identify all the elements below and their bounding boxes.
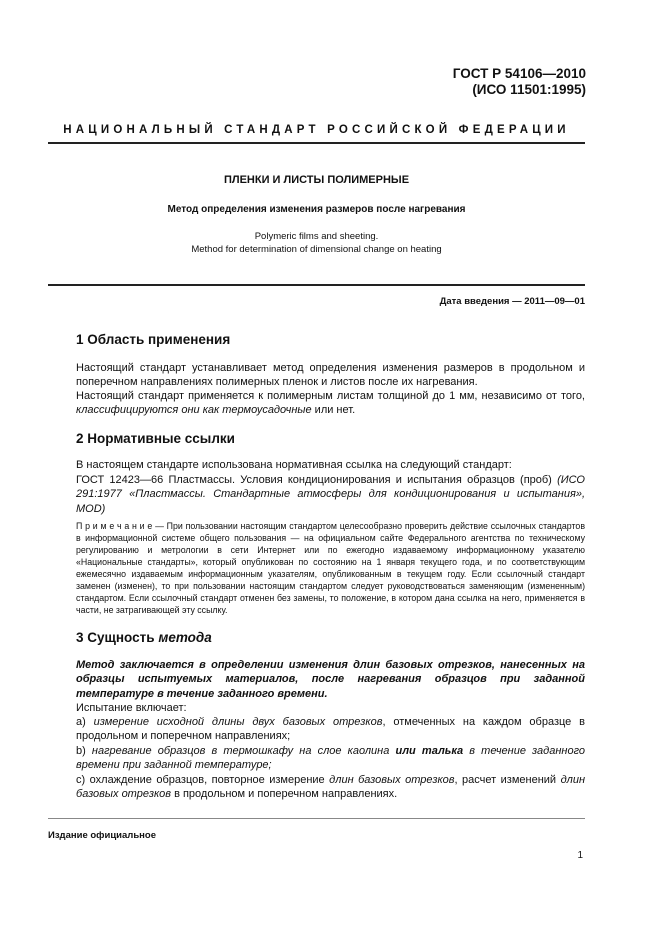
list-item-a — [76, 715, 585, 744]
section-3-heading-italic: метода — [158, 630, 212, 645]
list-item-c-end: в продольном и поперечном направлениях. — [174, 788, 398, 801]
list-item-b-bold: или талька — [395, 745, 464, 757]
list-item-b-label: b) — [76, 745, 86, 757]
section-2-paragraph-1: В настоящем стандарте использована нормативная ссылка на следующий стандарт: — [76, 459, 512, 471]
list-item-a-italic: измерение исходной длины двух базовых отрезков — [93, 716, 383, 728]
section-1-p2-start: Настоящий стандарт применяется к полимерным листам толщиной до 1 мм, независимо от того, — [76, 390, 585, 402]
page-number: 1 — [577, 850, 583, 861]
note-text: — При пользовании настоящим стандартом целесообразно проверить действие ссылочных стандартов в информационной системе общего пользования — на официальном сайте Федерального агентства по техническому регулированию и метрологии в сети Интернет или по ежегодно издаваемому информационному указателю «Национальные стандарты», который опубликован по состоянию на 1 января текущего года, и по соответствующим ежемесячно издаваемым информационным указателям, опубликованным в текущем году. Если ссылочный стандарт заменен (изменен), то при пользовании настоящим стандартом следует руководствоваться заменяющим (измененным) стандартом. Если ссылочный стандарт отменен без замены, то положение, в котором дана ссылка на него, применяется в части, не затрагивающей эту ссылку. — [76, 521, 585, 615]
list-item-c-label: с) — [76, 774, 86, 786]
section-1-p2-end: или нет. — [314, 404, 356, 417]
section-2-heading: 2 Нормативные ссылки — [76, 431, 235, 446]
english-title — [48, 230, 585, 256]
national-standard-banner: НАЦИОНАЛЬНЫЙ СТАНДАРТ РОССИЙСКОЙ ФЕДЕРАЦИИ — [63, 124, 570, 136]
document-code — [453, 66, 586, 98]
reference-gost: ГОСТ 12423—66 Пластмассы. Условия кондиционирования и испытания образцов (проб) — [76, 474, 552, 486]
title-rule — [48, 284, 585, 286]
footer-rule — [48, 818, 585, 819]
list-item-c — [76, 773, 585, 802]
note-label: П р и м е ч а н и е — [76, 521, 153, 531]
document-title: ПЛЕНКИ И ЛИСТЫ ПОЛИМЕРНЫЕ — [223, 174, 410, 186]
section-1-paragraph-2 — [76, 389, 585, 418]
section-1-paragraph-1 — [76, 361, 585, 390]
gost-number: ГОСТ Р 54106—2010 — [452, 66, 586, 81]
list-item-b-italic-1: нагревание образцов в термошкафу на слое каолина — [91, 745, 390, 757]
list-item-c-mid: , расчет изменений — [454, 774, 557, 786]
section-3-paragraph-2: Испытание включает: — [76, 702, 187, 714]
section-2-note — [76, 520, 585, 616]
section-2-reference — [76, 473, 585, 516]
official-edition-label: Издание официальное — [48, 830, 156, 841]
header-rule — [48, 142, 585, 144]
section-3-heading — [76, 630, 212, 645]
section-3-heading-start: 3 Сущность — [76, 630, 155, 645]
list-item-a-label: а) — [76, 716, 86, 728]
section-1-p2-italic: классифицируются они как термоусадочные — [76, 404, 312, 417]
iso-number: (ИСО 11501:1995) — [472, 82, 586, 97]
list-item-b-italic-2: в течение заданного времени при заданной температуре; — [76, 745, 586, 772]
introduction-date: Дата введения — 2011—09—01 — [439, 296, 585, 307]
list-item-a-end: , отмеченных на каждом образце в продольном и поперечном направлениях; — [76, 716, 585, 743]
section-1-p1-text: Настоящий стандарт устанавливает метод определения изменения размеров в продольном и поперечном направлениях полимерных пленок и листов после их нагревания. — [76, 362, 585, 389]
english-title-line2: Method for determination of dimensional change on heating — [191, 244, 442, 255]
english-title-line1: Polymeric films and sheeting. — [254, 231, 379, 242]
list-item-b — [76, 744, 585, 773]
list-item-c-italic-2: длин базовых отрезков — [76, 774, 586, 801]
list-item-c-italic-1: длин базовых отрезков — [329, 774, 455, 786]
section-1-heading: 1 Область применения — [76, 332, 231, 347]
reference-iso: (ИСО 291:1977 «Пластмассы. Стандартные атмосферы для кондиционирования и испытания», MOD) — [76, 474, 585, 515]
document-subtitle: Метод определения изменения размеров после нагревания — [167, 204, 466, 215]
section-3-paragraph-1: Метод заключается в определении изменения длин базовых отрезков, нанесенных на образцы испытуемых материалов, после нагревания образцов при заданной температуре в течение заданного времени. — [76, 659, 585, 700]
list-item-c-start: охлаждение образцов, повторное измерение — [89, 774, 325, 786]
